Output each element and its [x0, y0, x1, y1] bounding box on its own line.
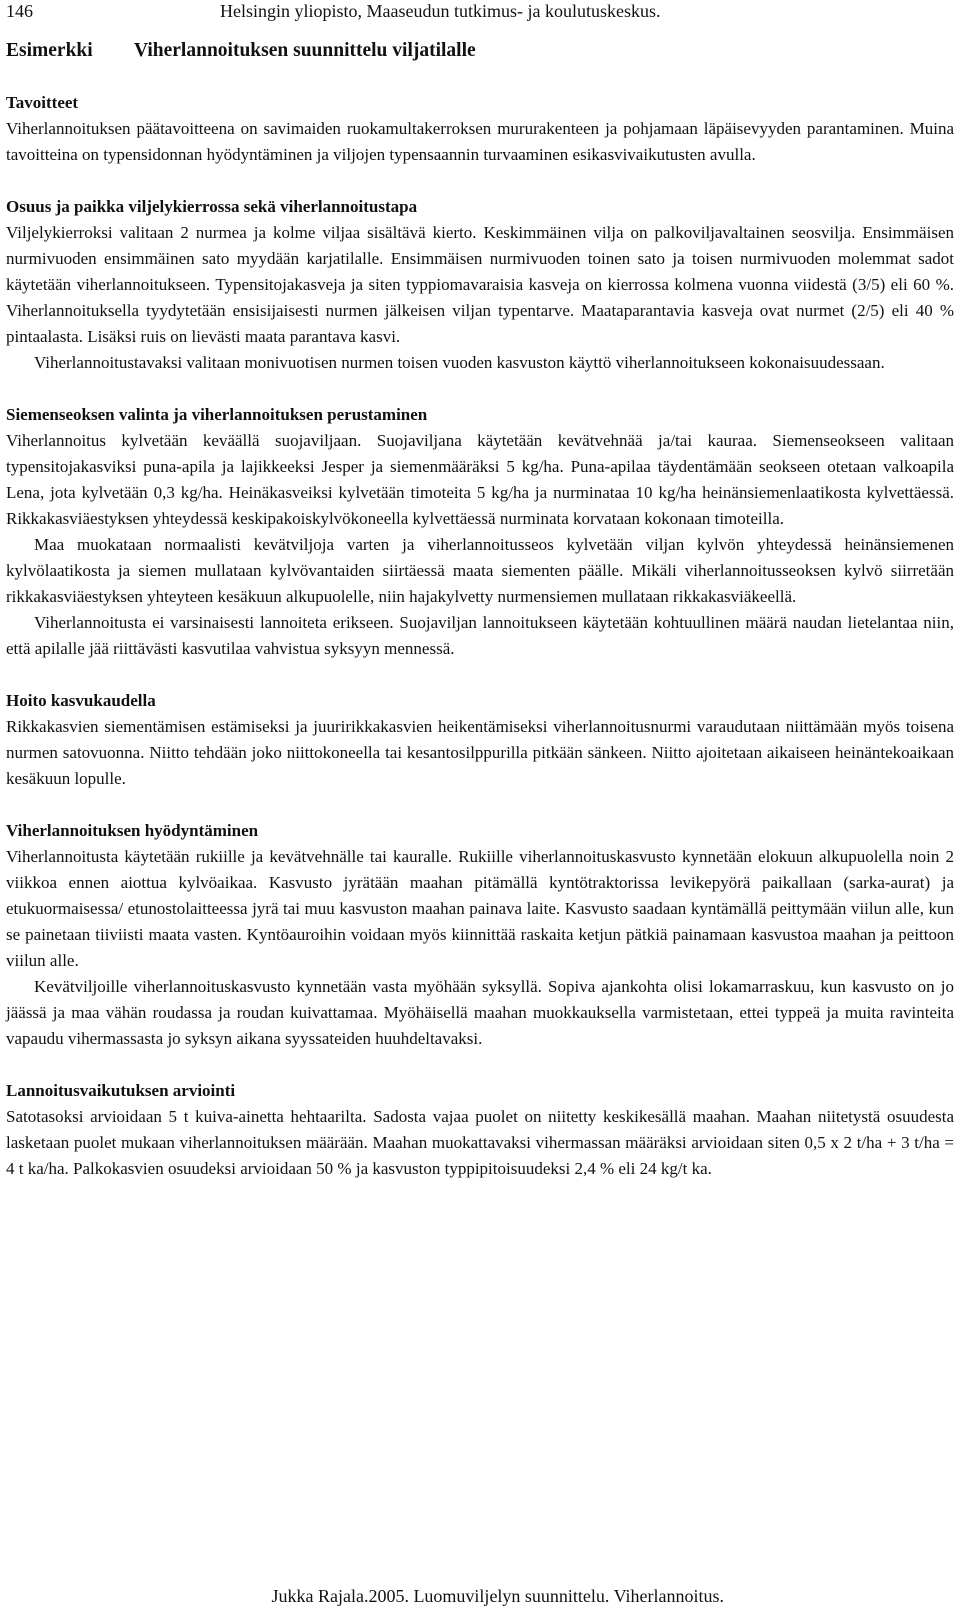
page-header	[6, 0, 954, 22]
section-heading: Osuus ja paikka viljelykierrossa sekä viherlannoitustapa	[6, 197, 418, 216]
running-header: Helsingin yliopisto, Maaseudun tutkimus- ja koulutuskeskus.	[220, 1, 661, 21]
paragraph: Viherlannoituksen päätavoitteena on savimaiden ruokamultakerroksen mururakenteen ja pohjamaan läpäisevyyden parantaminen. Muina tavoitteina on typensidonnan hyödyntäminen ja viljojen typensaannin turvaaminen esikasvivaikutusten avulla.	[6, 119, 954, 164]
section-lannoitusvaikutus	[6, 1078, 954, 1182]
page-footer: Jukka Rajala.2005. Luomuviljelyn suunnittelu. Viherlannoitus.	[271, 1586, 724, 1606]
document-title	[6, 38, 954, 64]
section-heading: Hoito kasvukaudella	[6, 691, 156, 710]
paragraph: Viherlannoitusta ei varsinaisesti lannoiteta erikseen. Suojaviljan lannoitukseen käytetään kohtuullinen määrä naudan lietelantaa niin, että apilalle jää riittävästi kasvutilaa vahvistua syksyyn mennessä.	[6, 613, 954, 658]
paragraph: Maa muokataan normaalisti kevätviljoja varten ja viherlannoitusseos kylvetään viljan kylvön yhteydessä heinänsiemenen kylvölaatikosta ja siemen mullataan kylvövantaiden siirtäessä maata siementen päälle. Mikäli viherlannoitusseoksen kylvö siirretään rikkakasviäestyksen yhteyteen kesäkuun alkupuolelle, niin hajakylvetty nurmensiemen mullataan rikkakasviäkeellä.	[6, 535, 954, 606]
section-heading: Lannoitusvaikutuksen arviointi	[6, 1081, 236, 1100]
section-hyodyntaminen	[6, 818, 954, 1052]
section-siemenseos	[6, 402, 954, 662]
section-osuus-ja-paikka	[6, 194, 954, 376]
paragraph: Kevätviljoille viherlannoituskasvusto kynnetään vasta myöhään syksyllä. Sopiva ajankohta olisi lokamarraskuu, kun kasvusto on jo jäässä ja maa vähän roudassa ja roudan kuivattamaa. Myöhäisellä maahan muokkauksella varmistetaan, ettei typpeä ja muita ravinteita vapaudu vihermassasta jo syksyn aikana syyssateiden huuhdeltavaksi.	[6, 977, 954, 1048]
section-tavoitteet	[6, 90, 954, 168]
title-text: Viherlannoituksen suunnittelu viljatilalle	[134, 40, 476, 61]
paragraph: Viherlannoitusta käytetään rukiille ja kevätvehnälle tai kauralle. Rukiille viherlannoituskasvusto kynnetään elokuun alkupuolella noin 2 viikkoa ennen aiottua kylvöaikaa. Kasvusto jyrätään maahan pitämällä kyntötraktorissa levikepyörä paikallaan (sarka-aurat) ja etukuormaisessa/ etunostolaitteessa jyrä tai muu kasvuston maahan painava laite. Kasvusto saadaan kyntämällä peittymään viilun alle, kun se painetaan tiiviisti maata vasten. Kyntöauroihin voidaan myös kiinnittää raskaita ketjun pätkiä painamaan kasvustoa maahan ja peittoon viilun alle.	[6, 847, 954, 970]
section-heading: Tavoitteet	[6, 93, 79, 112]
paragraph: Viljelykierroksi valitaan 2 nurmea ja kolme viljaa sisältävä kierto. Keskimmäinen vilja on palkoviljavaltainen seosvilja. Ensimmäisen nurmivuoden ensimmäinen sato myydään karjatilalle. Ensimmäisen nurmivuoden toinen sato ja toisen nurmivuoden molemmat sadot käytetään viherlannoitukseen. Typensitojakasveja ja siten typpiomavaraisia kasveja on kierrossa kolmena vuonna viidestä (3/5) eli 60 %. Viherlannoituksella tyydytetään ensisijaisesti nurmen jälkeisen viljan typentarve. Maataparantavia kasveja ovat nurmet (2/5) eli 40 % pintaalasta. Lisäksi ruis on lievästi maata parantava kasvi.	[6, 223, 954, 346]
paragraph: Viherlannoitus kylvetään keväällä suojaviljaan. Suojaviljana käytetään kevätvehnää ja/tai kauraa. Siemenseokseen valitaan typensitojakasviksi puna-apila ja lajikkeeksi Jesper ja siemenmääräksi 5 kg/ha. Puna-apilaa täydentämään seokseen otetaan valkoapila Lena, jota kylvetään 0,3 kg/ha. Heinäkasveiksi kylvetään timoteita 5 kg/ha ja nurminataa 10 kg/ha heinänsiemenlaatikosta kylvettäessä. Rikkakasviäestyksen yhteydessä keskipakoiskylvökoneella kylvettäessä nurminata korvataan kokonaan timoteilla.	[6, 431, 954, 528]
section-heading: Viherlannoituksen hyödyntäminen	[6, 821, 259, 840]
section-hoito	[6, 688, 954, 792]
paragraph: Rikkakasvien siementämisen estämiseksi ja juuririkkakasvien heikentämiseksi viherlannoitusnurmi varaudutaan niittämään myös toisena nurmen satovuonna. Niitto tehdään joko niittokoneella tai kesantosilppurilla pitkään sänkeen. Niitto ajoitetaan aikaiseen heinäntekoaikaan kesäkuun lopulle.	[6, 717, 954, 788]
paragraph: Satotasoksi arvioidaan 5 t kuiva-ainetta hehtaarilta. Sadosta vajaa puolet on niitetty keskikesällä maahan. Maahan niitetystä osuudesta lasketaan puolet mukaan viherlannoituksen määrään. Maahan muokattavaksi vihermassan määräksi arvioidaan siten 0,5 x 2 t/ha + 3 t/ha = 4 t ka/ha. Palkokasvien osuudeksi arvioidaan 50 % ja kasvuston typpipitoisuudeksi 2,4 % eli 24 kg/t ka.	[6, 1107, 954, 1178]
section-heading: Siemenseoksen valinta ja viherlannoituksen perustaminen	[6, 405, 428, 424]
page-number: 146	[6, 1, 33, 21]
document-body	[6, 90, 954, 1208]
title-label: Esimerkki	[6, 40, 93, 61]
paragraph: Viherlannoitustavaksi valitaan monivuotisen nurmen toisen vuoden kasvuston käyttö viherlannoitukseen kokonaisuudessaan.	[34, 353, 885, 372]
